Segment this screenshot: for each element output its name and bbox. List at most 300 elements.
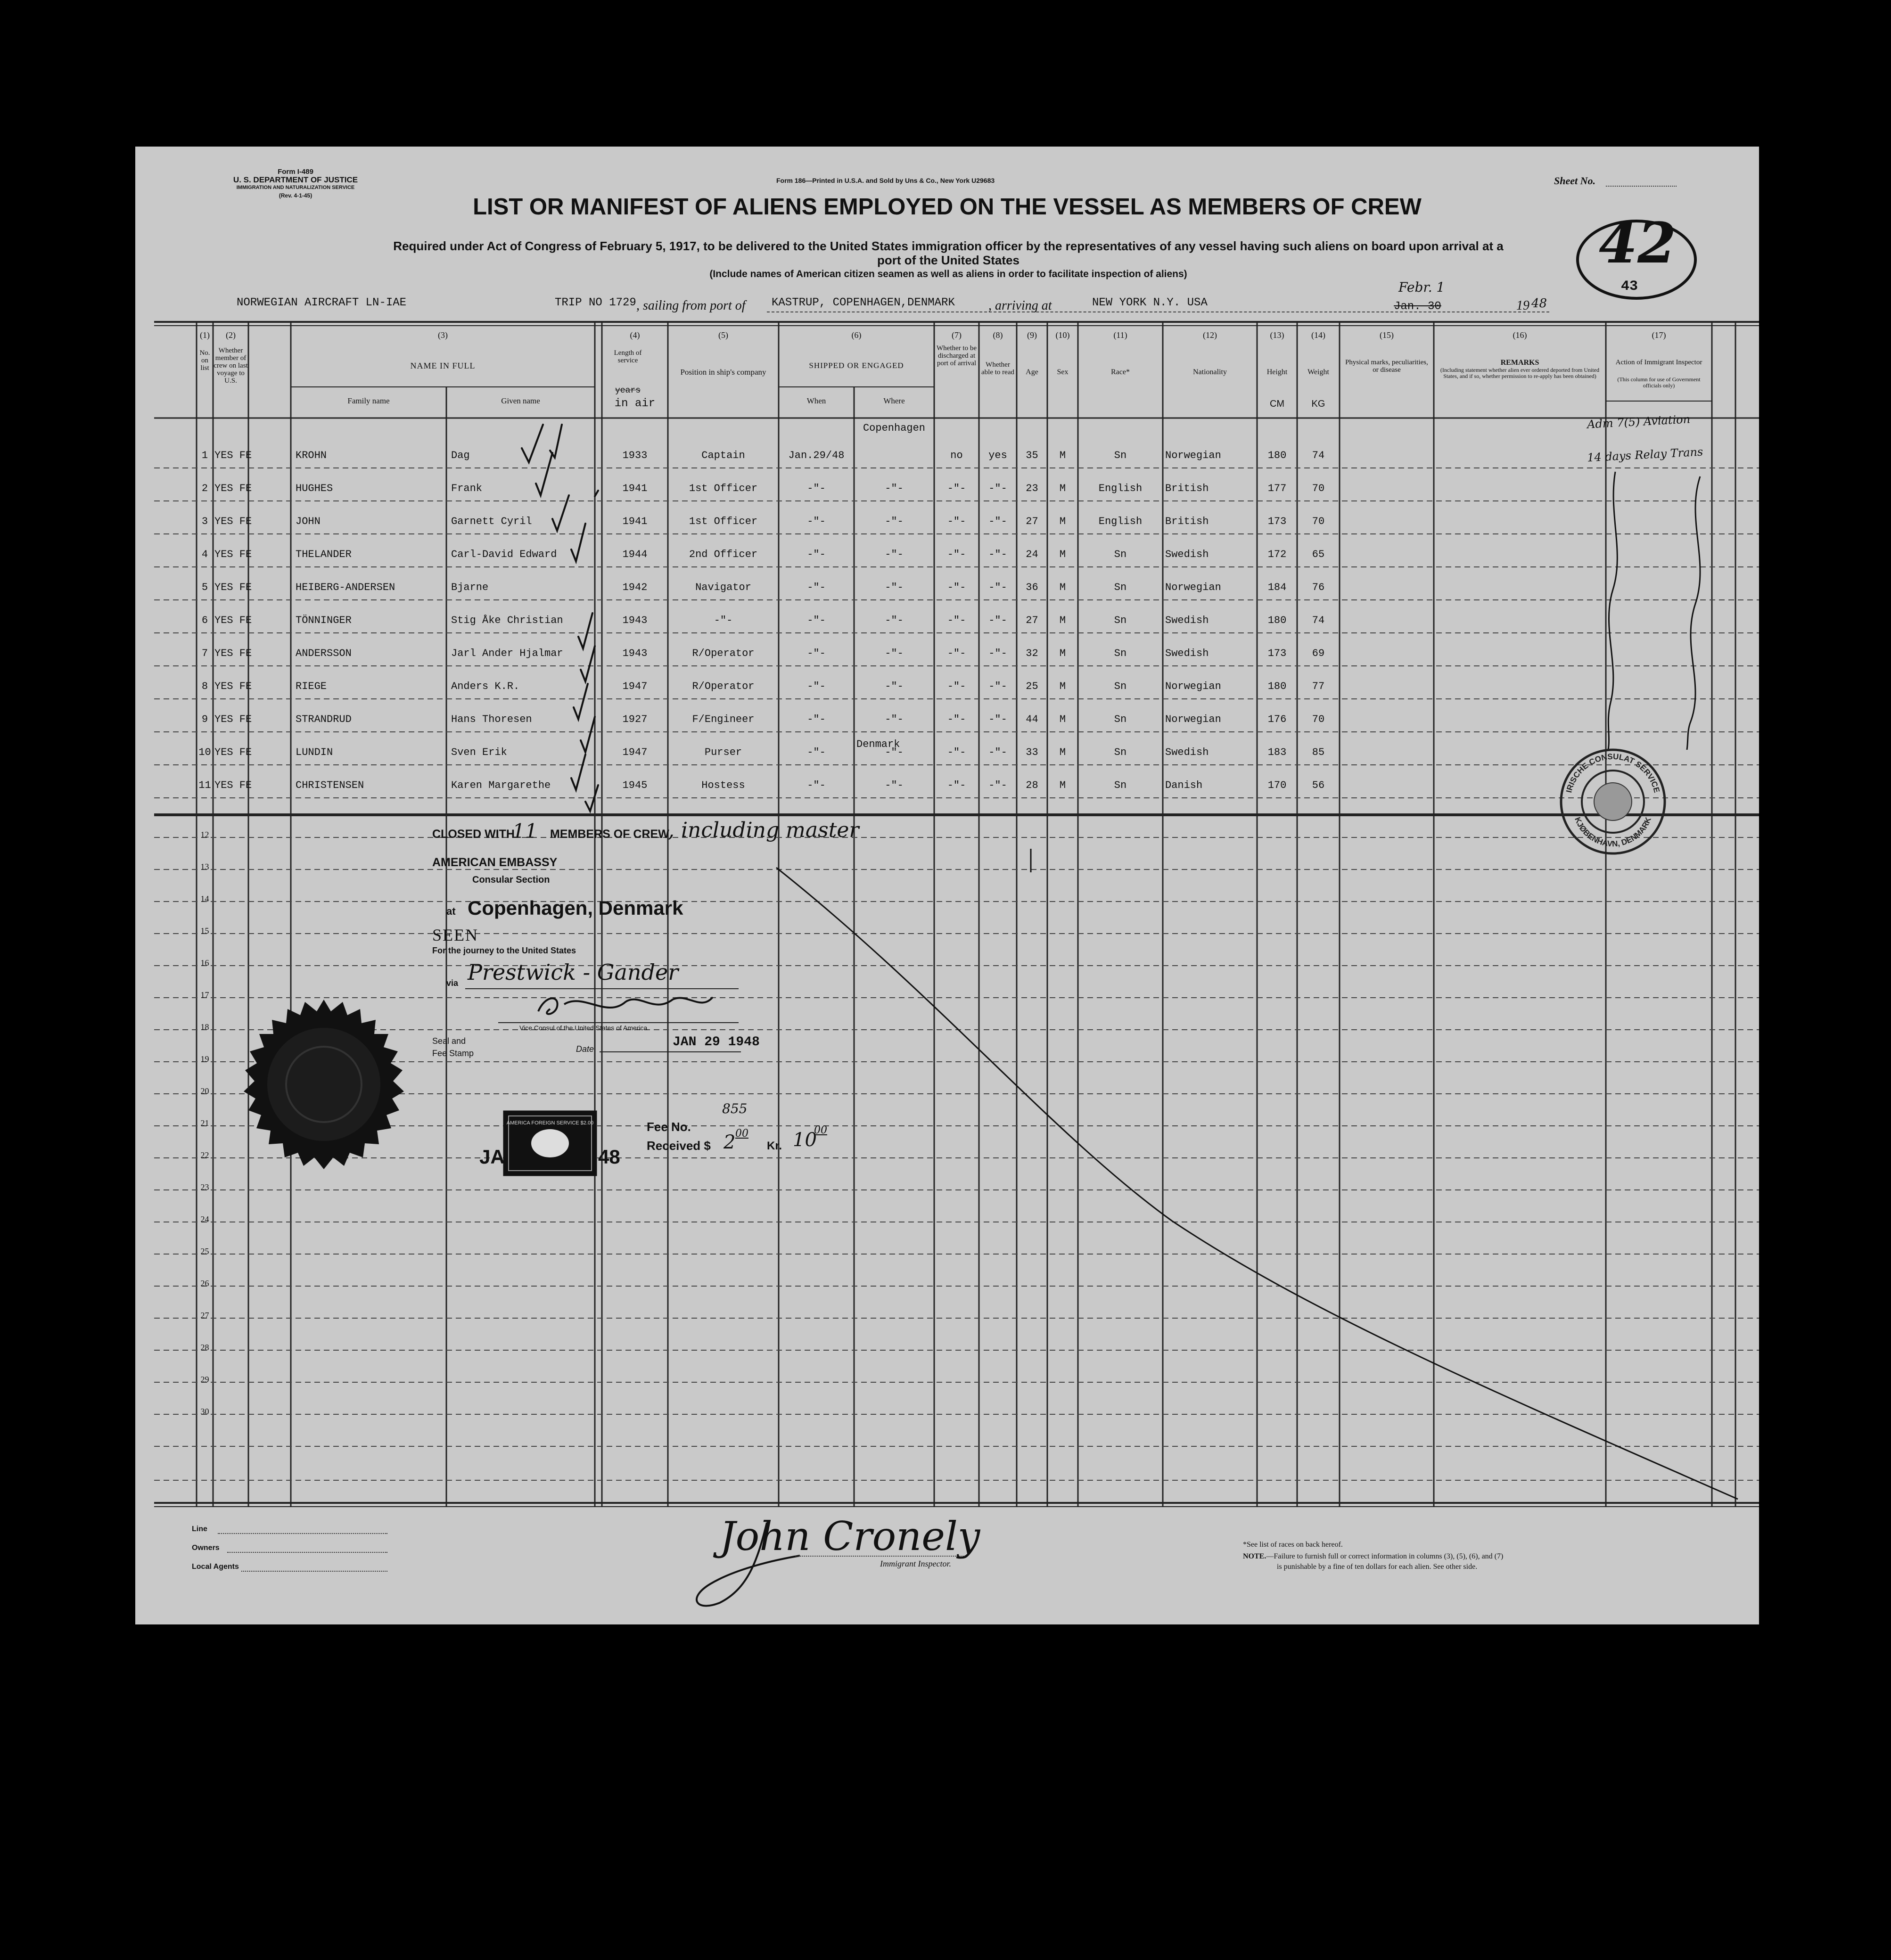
column-number: (4) xyxy=(630,330,640,340)
via-label: via xyxy=(446,978,459,988)
crew-shipped-where-country: Denmark xyxy=(856,738,900,750)
crew-weight: 56 xyxy=(1312,779,1325,791)
crew-height: 184 xyxy=(1267,582,1287,593)
crew-race: Sn xyxy=(1114,779,1127,791)
header-weight: Weight xyxy=(1307,368,1329,376)
crew-shipped-where: -"- xyxy=(885,648,904,659)
crew-discharged: -"- xyxy=(947,779,966,791)
seal-label-line: Seal and xyxy=(432,1036,466,1046)
crew-shipped-where: -"- xyxy=(885,483,904,494)
crew-nationality: British xyxy=(1165,516,1209,527)
crew-shipped-where: -"- xyxy=(885,681,904,692)
crew-able-to-read: -"- xyxy=(988,582,1007,593)
footer-agents-label: Local Agents xyxy=(192,1563,239,1571)
header-where: Where xyxy=(883,396,905,405)
crew-height: 170 xyxy=(1267,779,1287,791)
header-inspector-note: (This column for use of Government officials only) xyxy=(1617,376,1701,389)
column-number: (12) xyxy=(1203,330,1217,340)
crew-given-name: Karen Margarethe xyxy=(451,779,551,791)
row-number: 17 xyxy=(200,990,209,1000)
seal-label-line: Fee Stamp xyxy=(432,1049,474,1058)
crew-able-to-read: -"- xyxy=(988,713,1007,725)
header-age: Age xyxy=(1026,368,1038,376)
table-row xyxy=(135,713,1759,730)
crew-given-name: Garnett Cyril xyxy=(451,516,532,527)
header-able-to-read: Whether able to read xyxy=(981,361,1014,376)
crew-height: 173 xyxy=(1267,516,1287,527)
crew-race: English xyxy=(1098,516,1143,527)
crew-sex: M xyxy=(1059,746,1066,758)
column-number: (5) xyxy=(718,330,728,340)
crew-position: R/Operator xyxy=(692,648,755,659)
crew-position: 1st Officer xyxy=(689,483,758,494)
seen-stamp: SEEN xyxy=(432,926,478,944)
column-number: (17) xyxy=(1652,330,1666,340)
vessel-name: NORWEGIAN AIRCRAFT LN-IAE xyxy=(237,296,407,309)
crew-nationality: British xyxy=(1165,483,1209,494)
crew-height: 183 xyxy=(1267,746,1287,758)
crew-row-number: 10 xyxy=(198,746,211,758)
crew-sex: M xyxy=(1059,549,1066,560)
crew-row-number: 1 xyxy=(201,450,208,461)
table-row xyxy=(135,549,1759,565)
service-name: IMMIGRATION AND NATURALIZATION SERVICE xyxy=(236,185,355,190)
crew-race: Sn xyxy=(1114,681,1127,692)
crew-row-number: 7 xyxy=(201,648,208,659)
crew-row-number: 8 xyxy=(201,681,208,692)
consul-stamp-bottom-text: KJØBENHAVN, DENMARK xyxy=(1573,816,1653,849)
kroner-cents: 00 xyxy=(814,1124,827,1136)
crew-weight: 70 xyxy=(1312,483,1325,494)
journey-label: For the journey to the United States xyxy=(432,946,576,955)
crew-race: Sn xyxy=(1114,549,1127,560)
consular-date: JAN 29 1948 xyxy=(673,1035,760,1050)
crew-race: Sn xyxy=(1114,615,1127,626)
crew-shipped-when: -"- xyxy=(807,779,826,791)
arrival-year: 48 xyxy=(1531,296,1547,311)
crew-service-years: 1943 xyxy=(622,615,648,626)
signature-line xyxy=(498,1022,739,1023)
received-amount: 2 xyxy=(724,1132,736,1153)
crew-age: 27 xyxy=(1026,516,1038,527)
column-number: (7) xyxy=(952,330,962,340)
subtitle-line: Required under Act of Congress of February 5, 1917, to be delivered to the United States immigration officer by the representatives of any vessel having such aliens on board upon arrival at a xyxy=(393,239,1504,253)
crew-given-name: Dag xyxy=(451,450,470,461)
crew-given-name: Anders K.R. xyxy=(451,681,520,692)
crew-shipped-when: -"- xyxy=(807,582,826,593)
route: Prestwick - Gander xyxy=(468,959,679,985)
crew-position: Purser xyxy=(704,746,742,758)
crew-race: English xyxy=(1098,483,1143,494)
row-number: 13 xyxy=(200,862,209,871)
crew-shipped-when: -"- xyxy=(807,713,826,725)
crew-position: -"- xyxy=(714,615,733,626)
crew-position: Captain xyxy=(701,450,745,461)
header-position: Position in ship's company xyxy=(680,368,766,377)
crew-given-name: Bjarne xyxy=(451,582,489,593)
header-no-on-list: No. on list xyxy=(199,349,210,372)
crew-previous-voyage: YES FE xyxy=(214,746,252,758)
row-number: 21 xyxy=(200,1118,209,1128)
kroner-amount: 10 xyxy=(793,1129,817,1151)
crew-weight: 69 xyxy=(1312,648,1325,659)
crew-weight: 74 xyxy=(1312,450,1325,461)
footer-agents-rule xyxy=(241,1571,387,1572)
crew-shipped-where: Copenhagen xyxy=(863,422,926,434)
crew-shipped-where: -"- xyxy=(885,713,904,725)
crew-service-years: 1933 xyxy=(622,450,648,461)
crew-service-years: 1947 xyxy=(622,681,648,692)
crew-weight: 70 xyxy=(1312,713,1325,725)
crew-service-years: 1947 xyxy=(622,746,648,758)
crew-row-number: 2 xyxy=(201,483,208,494)
arriving-label: , arriving at xyxy=(988,298,1052,313)
crew-position: Hostess xyxy=(701,779,745,791)
crew-row-number: 5 xyxy=(201,582,208,593)
crew-service-years: 1927 xyxy=(622,713,648,725)
crew-nationality: Norwegian xyxy=(1165,681,1221,692)
crew-nationality: Swedish xyxy=(1165,746,1209,758)
crew-family-name: ANDERSSON xyxy=(296,648,352,659)
crew-shipped-when: Jan.29/48 xyxy=(788,450,845,461)
header-weight-unit: KG xyxy=(1311,399,1325,409)
crew-discharged: -"- xyxy=(947,516,966,527)
crew-previous-voyage: YES FE xyxy=(214,681,252,692)
crew-given-name: Frank xyxy=(451,483,483,494)
port-of-departure: KASTRUP, COPENHAGEN,DENMARK xyxy=(772,296,955,309)
row-number: 27 xyxy=(200,1311,209,1320)
column-number-row xyxy=(135,330,1759,344)
crew-shipped-when: -"- xyxy=(807,483,826,494)
crew-position: R/Operator xyxy=(692,681,755,692)
crew-sex: M xyxy=(1059,713,1066,725)
at-label: at xyxy=(446,905,456,917)
crew-family-name: STRANDRUD xyxy=(296,713,352,725)
header-remarks: REMARKS xyxy=(1500,359,1539,367)
crew-discharged: -"- xyxy=(947,483,966,494)
crew-count: 11 xyxy=(512,820,538,843)
header-when: When xyxy=(806,396,826,405)
header-inspector-action: Action of Immigrant Inspector xyxy=(1615,359,1702,366)
arrival-date-struck: Jan. 30 xyxy=(1394,300,1441,313)
crew-row-number: 6 xyxy=(201,615,208,626)
crew-age: 27 xyxy=(1026,615,1038,626)
kroner-label: Kr. xyxy=(767,1140,782,1152)
form-title: LIST OR MANIFEST OF ALIENS EMPLOYED ON THE VESSEL AS MEMBERS OF CREW xyxy=(473,194,1422,220)
date-stamp-left: JA xyxy=(479,1146,505,1168)
crew-race: Sn xyxy=(1114,582,1127,593)
footer-owners-rule xyxy=(227,1552,387,1553)
row-number: 23 xyxy=(200,1182,209,1192)
embossed-seal xyxy=(237,997,411,1172)
crew-weight: 77 xyxy=(1312,681,1325,692)
crew-previous-voyage: YES FE xyxy=(214,549,252,560)
crew-age: 36 xyxy=(1026,582,1038,593)
table-row xyxy=(135,648,1759,664)
consulate-city: Copenhagen, Denmark xyxy=(468,897,683,919)
manifest-sheet xyxy=(135,147,1759,1624)
penalty-note-continued: is punishable by a fine of ten dollars for each alien. See other side. xyxy=(1277,1563,1478,1571)
crew-age: 23 xyxy=(1026,483,1038,494)
crew-height: 173 xyxy=(1267,648,1287,659)
crew-height: 180 xyxy=(1267,681,1287,692)
crew-family-name: RIEGE xyxy=(296,681,327,692)
crew-family-name: JOHN xyxy=(296,516,321,527)
crew-shipped-where: -"- xyxy=(885,746,904,758)
row-number: 14 xyxy=(200,894,209,903)
consular-section: Consular Section xyxy=(472,875,550,885)
revision-date: (Rev. 4-1-45) xyxy=(279,192,312,199)
crew-race: Sn xyxy=(1114,746,1127,758)
header-family-name: Family name xyxy=(347,396,390,405)
crew-sex: M xyxy=(1059,450,1066,461)
subtitle-note: (Include names of American citizen seamen as well as aliens in order to facilitate inspection of aliens) xyxy=(709,269,1187,279)
crew-previous-voyage: YES FE xyxy=(214,582,252,593)
crew-position: Navigator xyxy=(695,582,751,593)
inspector-signature: John Cronely xyxy=(720,1513,980,1559)
crew-sex: M xyxy=(1059,779,1066,791)
crew-shipped-where: -"- xyxy=(885,516,904,527)
crew-family-name: HUGHES xyxy=(296,483,333,494)
row-number: 28 xyxy=(200,1343,209,1352)
crew-family-name: HEIBERG-ANDERSEN xyxy=(296,582,395,593)
crew-service-years: 1941 xyxy=(622,516,648,527)
sailing-label: , sailing from port of xyxy=(636,298,746,313)
crew-age: 44 xyxy=(1026,713,1038,725)
vice-consul-title: Vice Consul of the United States of America xyxy=(519,1024,648,1032)
crew-discharged: -"- xyxy=(947,615,966,626)
crew-sex: M xyxy=(1059,582,1066,593)
crew-shipped-where: -"- xyxy=(885,615,904,626)
crew-shipped-when: -"- xyxy=(807,746,826,758)
crew-nationality: Norwegian xyxy=(1165,713,1221,725)
crew-weight: 65 xyxy=(1312,549,1325,560)
crew-able-to-read: -"- xyxy=(988,549,1007,560)
crew-service-years: 1945 xyxy=(622,779,648,791)
received-label: Received $ xyxy=(647,1139,711,1153)
crew-height: 172 xyxy=(1267,549,1287,560)
row-number: 18 xyxy=(200,1022,209,1032)
revenue-stamp-text: AMERICA FOREIGN SERVICE $2.00 xyxy=(506,1120,594,1126)
crew-shipped-where: -"- xyxy=(885,582,904,593)
crew-discharged: -"- xyxy=(947,648,966,659)
footer-line-label: Line xyxy=(192,1525,207,1533)
crew-previous-voyage: YES FE xyxy=(214,648,252,659)
crew-position: 1st Officer xyxy=(689,516,758,527)
fee-number-label: Fee No. xyxy=(647,1120,691,1134)
crew-age: 33 xyxy=(1026,746,1038,758)
crew-given-name: Sven Erik xyxy=(451,746,507,758)
consulate-round-stamp xyxy=(1556,745,1669,858)
crew-nationality: Danish xyxy=(1165,779,1203,791)
including-master: , including master xyxy=(668,818,859,842)
row-number: 29 xyxy=(200,1375,209,1384)
header-height-unit: CM xyxy=(1269,399,1285,409)
crew-nationality: Norwegian xyxy=(1165,582,1221,593)
crew-height: 180 xyxy=(1267,450,1287,461)
crew-race: Sn xyxy=(1114,450,1127,461)
header-length-of-service: Length of service xyxy=(614,349,642,364)
crew-sex: M xyxy=(1059,615,1066,626)
column-number: (13) xyxy=(1270,330,1284,340)
column-number: (15) xyxy=(1380,330,1394,340)
crew-shipped-when: -"- xyxy=(807,648,826,659)
crew-weight: 70 xyxy=(1312,516,1325,527)
crew-shipped-where: -"- xyxy=(885,549,904,560)
fee-number: 855 xyxy=(722,1101,748,1116)
inspector-title: Immigrant Inspector. xyxy=(880,1559,951,1568)
crew-given-name: Stig Åke Christian xyxy=(451,615,563,626)
department-name: U. S. DEPARTMENT OF JUSTICE xyxy=(233,175,358,184)
crew-given-name: Carl-David Edward xyxy=(451,549,557,560)
crew-row-number: 3 xyxy=(201,516,208,527)
crew-service-years: 1942 xyxy=(622,582,648,593)
crew-service-years: 1944 xyxy=(622,549,648,560)
trip-number: TRIP NO 1729 xyxy=(555,296,636,309)
crew-weight: 76 xyxy=(1312,582,1325,593)
crew-discharged: -"- xyxy=(947,681,966,692)
crew-previous-voyage: YES FE xyxy=(214,450,252,461)
header-height: Height xyxy=(1266,368,1288,376)
header-sex: Sex xyxy=(1057,368,1069,376)
crew-race: Sn xyxy=(1114,713,1127,725)
crew-family-name: THELANDER xyxy=(296,549,352,560)
seal-label xyxy=(432,1035,474,1059)
route-underline xyxy=(465,988,739,989)
row-number: 12 xyxy=(200,830,209,839)
crew-discharged: -"- xyxy=(947,713,966,725)
crew-sex: M xyxy=(1059,648,1066,659)
crew-nationality: Norwegian xyxy=(1165,450,1221,461)
column-number: (16) xyxy=(1513,330,1527,340)
members-of-crew-label: MEMBERS OF CREW xyxy=(550,828,669,841)
crew-position: F/Engineer xyxy=(692,713,755,725)
crew-weight: 85 xyxy=(1312,746,1325,758)
date-underline xyxy=(600,1051,741,1052)
crew-nationality: Swedish xyxy=(1165,549,1209,560)
column-number: (6) xyxy=(851,330,862,340)
crew-discharged: -"- xyxy=(947,582,966,593)
table-row xyxy=(135,582,1759,598)
column-number: (14) xyxy=(1311,330,1325,340)
row-number: 22 xyxy=(200,1150,209,1160)
crew-age: 24 xyxy=(1026,549,1038,560)
crew-family-name: LUNDIN xyxy=(296,746,333,758)
crew-sex: M xyxy=(1059,483,1066,494)
port-of-arrival: NEW YORK N.Y. USA xyxy=(1092,296,1208,309)
footer-owners-label: Owners xyxy=(192,1544,220,1552)
crew-row-number: 11 xyxy=(198,779,211,791)
inspector-note-line1: Adm 7(5) Aviation xyxy=(1587,412,1691,431)
header-service-struck: years xyxy=(615,386,641,395)
column-number: (11) xyxy=(1113,330,1127,340)
arrival-date-corrected: Febr. 1 xyxy=(1398,279,1445,295)
crew-previous-voyage: YES FE xyxy=(214,615,252,626)
crew-nationality: Swedish xyxy=(1165,648,1209,659)
crew-shipped-where: -"- xyxy=(885,779,904,791)
crew-able-to-read: -"- xyxy=(988,615,1007,626)
crew-discharged: -"- xyxy=(947,549,966,560)
crew-able-to-read: -"- xyxy=(988,483,1007,494)
printer-line: Form 186—Printed in U.S.A. and Sold by Uns & Co., New York U29683 xyxy=(776,177,995,184)
column-number: (8) xyxy=(993,330,1003,340)
form-number: Form I-489 xyxy=(278,168,313,176)
header-discharged: Whether to be discharged at port of arrival xyxy=(937,344,977,367)
consul-stamp-top-text: IRISCHE CONSULAT SERVICE xyxy=(1564,752,1661,794)
crew-previous-voyage: YES FE xyxy=(214,713,252,725)
table-row xyxy=(135,615,1759,631)
crew-service-years: 1941 xyxy=(622,483,648,494)
year-prefix: 19 xyxy=(1516,298,1529,313)
row-number: 20 xyxy=(200,1086,209,1096)
crew-discharged: no xyxy=(950,450,963,461)
table-row xyxy=(135,746,1759,763)
row-number: 26 xyxy=(200,1279,209,1288)
crew-family-name: KROHN xyxy=(296,450,327,461)
row-number: 16 xyxy=(200,958,209,968)
crew-given-name: Hans Thoresen xyxy=(451,713,532,725)
row-number: 15 xyxy=(200,926,209,935)
column-number: (10) xyxy=(1055,330,1070,340)
crew-sex: M xyxy=(1059,681,1066,692)
crew-discharged: -"- xyxy=(947,746,966,758)
header-given-name: Given name xyxy=(501,396,540,405)
vice-consul-signature xyxy=(531,990,720,1023)
table-row xyxy=(135,681,1759,697)
column-number: (3) xyxy=(438,330,448,340)
handwritten-sheet-number: 42 xyxy=(1599,210,1677,276)
crew-age: 32 xyxy=(1026,648,1038,659)
header-previous-voyage: Whether member of crew on last voyage to U.S. xyxy=(214,347,248,385)
header-service-unit: in air xyxy=(614,397,656,410)
table-row xyxy=(135,779,1759,795)
header-name-in-full: NAME IN FULL xyxy=(410,361,476,370)
received-cents: 00 xyxy=(735,1128,748,1140)
inspector-signature-line xyxy=(795,1556,965,1557)
crew-able-to-read: -"- xyxy=(988,681,1007,692)
crew-nationality: Swedish xyxy=(1165,615,1209,626)
crew-row-number: 4 xyxy=(201,549,208,560)
header-race: Race* xyxy=(1111,368,1130,376)
date-stamp-right: 48 xyxy=(598,1146,620,1168)
races-note: *See list of races on back hereof. xyxy=(1243,1541,1343,1549)
crew-shipped-when: -"- xyxy=(807,516,826,527)
crew-shipped-when: -"- xyxy=(807,615,826,626)
table-row xyxy=(135,516,1759,532)
embassy-name: AMERICAN EMBASSY xyxy=(432,856,558,869)
crew-able-to-read: yes xyxy=(988,450,1007,461)
crew-able-to-read: -"- xyxy=(988,779,1007,791)
header-physical-marks: Physical marks, peculiarities, or disease xyxy=(1345,359,1428,374)
crew-height: 177 xyxy=(1267,483,1287,494)
header-shipped-engaged: SHIPPED OR ENGAGED xyxy=(809,361,904,370)
sheet-number-label: Sheet No. xyxy=(1554,175,1595,187)
row-number: 19 xyxy=(200,1054,209,1064)
crew-able-to-read: -"- xyxy=(988,648,1007,659)
crew-able-to-read: -"- xyxy=(988,516,1007,527)
column-number: (1) xyxy=(200,330,210,340)
header-nationality: Nationality xyxy=(1193,368,1227,376)
crew-previous-voyage: YES FE xyxy=(214,779,252,791)
crew-service-years: 1943 xyxy=(622,648,648,659)
crew-given-name: Jarl Ander Hjalmar xyxy=(451,648,563,659)
crew-age: 25 xyxy=(1026,681,1038,692)
crew-previous-voyage: YES FE xyxy=(214,483,252,494)
subtitle-line: port of the United States xyxy=(877,253,1019,267)
crew-height: 176 xyxy=(1267,713,1287,725)
crew-height: 180 xyxy=(1267,615,1287,626)
table-row xyxy=(135,483,1759,499)
